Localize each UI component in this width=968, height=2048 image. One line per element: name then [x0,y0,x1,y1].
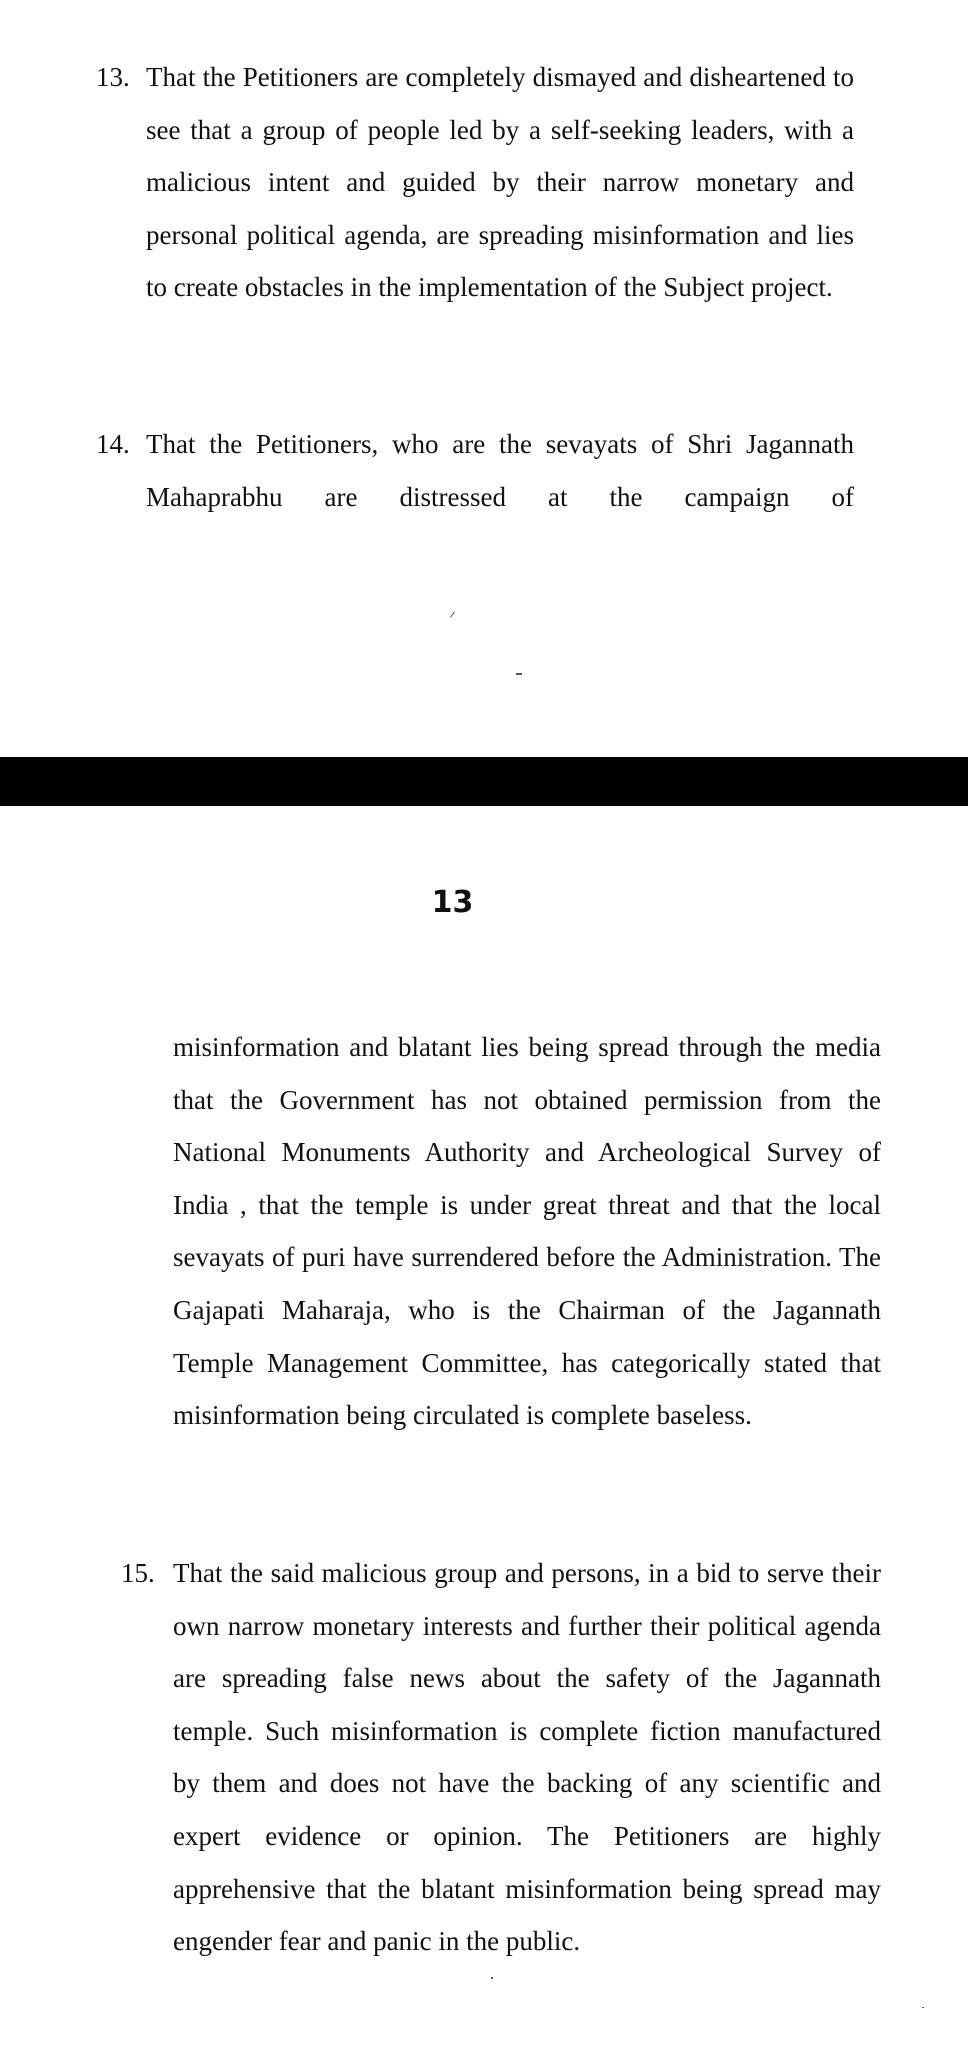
scan-speck [450,611,455,617]
paragraph-15-text: That the said malicious group and persons, in a bid to serve their own narrow monetary interests and further their political agenda are spreading false news about the safety of the Jagannath temple. Such misinformation is complete fiction manufactured by them and does not have the backing of any scientific and expert evidence or opinion. The Petitioners are highly apprehensive that the blatant misinformation being spread may engender fear and panic in the public. [173,1558,881,1957]
page-12-bottom [0,0,968,757]
scan-speck [516,673,522,675]
scan-speck [922,2007,924,2008]
paragraph-13-text: That the Petitioners are completely dismayed and disheartened to see that a group of people led by a self-seeking leaders, with a malicious intent and guided by their narrow monetary and personal political agenda, are spreading misinformation and lies to create obstacles in the implementation of the Subject project. [146,62,854,303]
paragraph-15-number: 15. [121,1558,155,1588]
scan-speck [491,1977,493,1979]
paragraph-14-text: That the Petitioners, who are the sevayats of Shri Jagannath Mahaprabhu are distressed at the campaign of [146,429,854,512]
paragraph-13-number: 13. [96,62,130,92]
paragraph-14-continuation: misinformation and blatant lies being spread through the media that the Government has not obtained permission from the National Monuments Authority and Archeological Survey of India , that the temple is under great threat and that the local sevayats of puri have surrendered before the Administration. The Gajapati Maharaja, who is the Chairman of the Jagannath Temple Management Committee, has categorically stated that misinformation being circulated is complete baseless. [173,1032,881,1431]
page-break-bar [0,757,968,806]
page-number: 13 [431,885,474,920]
paragraph-14-number: 14. [96,429,130,459]
